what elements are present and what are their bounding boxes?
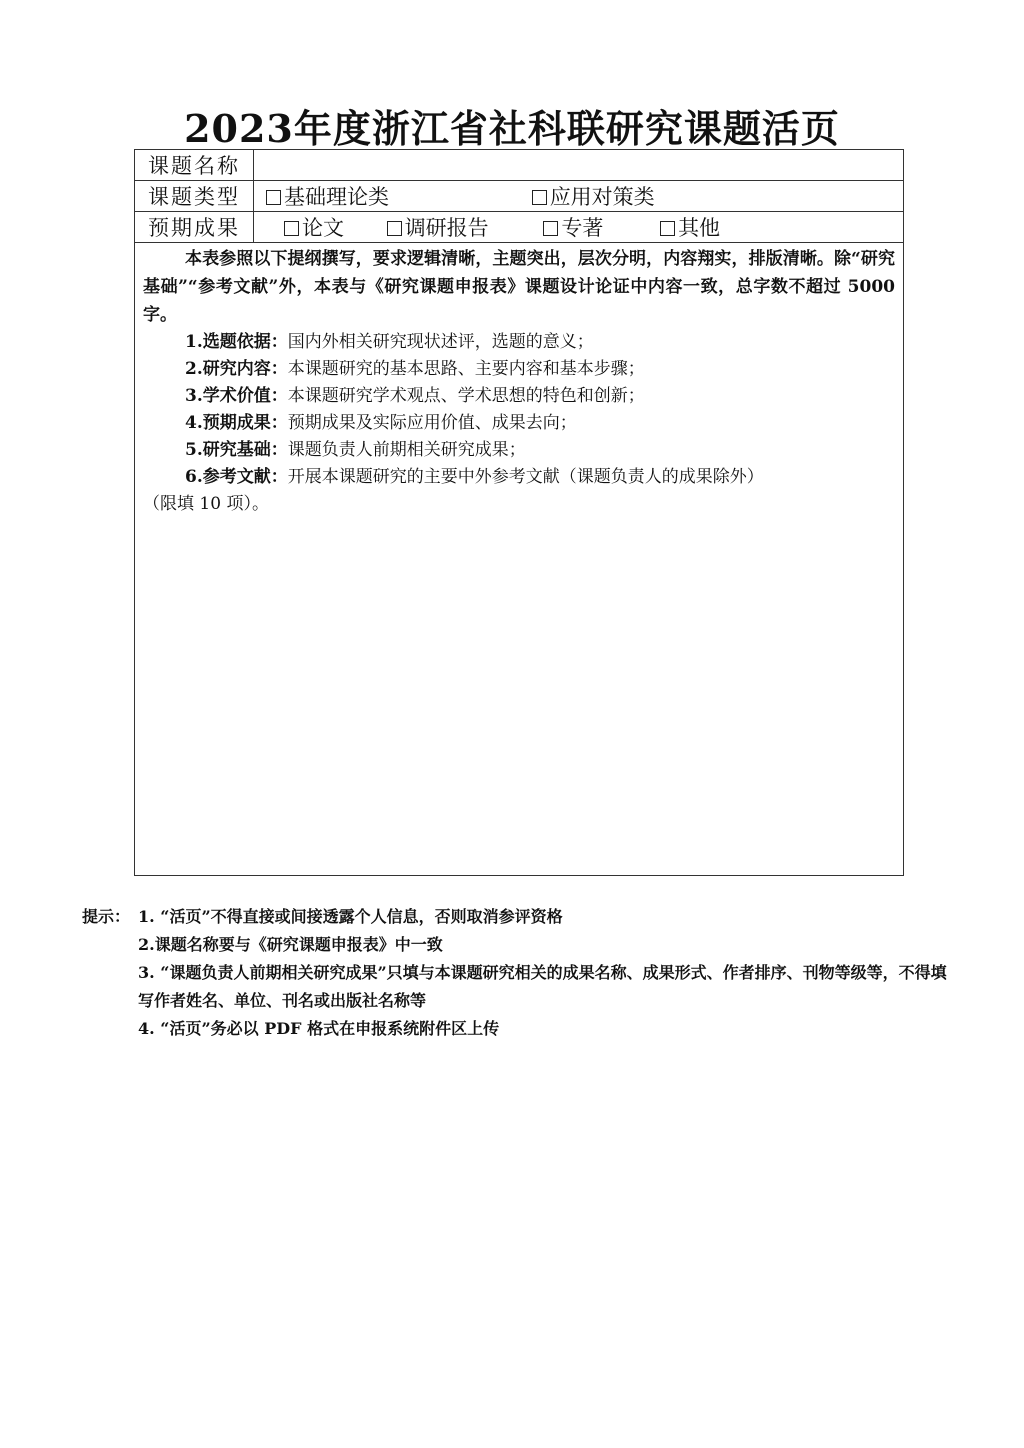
project-type-label: 课题类型: [135, 181, 254, 212]
checkbox-icon[interactable]: [284, 221, 299, 236]
expected-results-options: [254, 212, 904, 243]
result-monograph-option[interactable]: [543, 212, 603, 242]
guide-item-text: 课题负责人前期相关研究成果；: [287, 440, 526, 460]
hint-text: 1. “活页”不得直接或间接透露个人信息，否则取消参评资格: [138, 907, 563, 926]
guide-item-text: 国内外相关研究现状述评，选题的意义；: [287, 332, 594, 352]
hint-text: 3. “课题负责人前期相关研究成果”只填与本课题研究相关的成果名称、成果形式、作者排序、刊物等级等，不得填写作者姓名、单位、刊名或出版社名称等: [138, 963, 947, 1010]
form-row-guide: [135, 243, 904, 876]
result-report-option[interactable]: [387, 212, 489, 242]
guide-content-area[interactable]: [135, 243, 904, 876]
form-row-expected-results: [135, 212, 904, 243]
guide-item-text: 开展本课题研究的主要中外参考文献（课题负责人的成果除外）: [287, 467, 764, 487]
guide-item-heading: 3.学术价值：: [185, 386, 288, 406]
checkbox-icon[interactable]: [543, 221, 558, 236]
result-other-option[interactable]: [660, 212, 720, 242]
project-type-options: [254, 181, 904, 212]
hint-line: [82, 903, 962, 931]
guide-item-heading: 6.参考文献：: [185, 467, 288, 487]
guide-item: [143, 383, 895, 410]
checkbox-icon[interactable]: [532, 190, 547, 205]
project-name-label: 课题名称: [135, 150, 254, 181]
option-label: 应用对策类: [549, 185, 655, 209]
project-type-applied-option[interactable]: [532, 181, 655, 211]
guide-item-text: 本课题研究的基本思路、主要内容和基本步骤；: [287, 359, 645, 379]
checkbox-icon[interactable]: [660, 221, 675, 236]
checkbox-icon[interactable]: [387, 221, 402, 236]
form-row-project-type: [135, 181, 904, 212]
page-title: 2023年度浙江省社科联研究课题活页: [184, 106, 840, 151]
guide-item: [143, 356, 895, 383]
hint-text: 4. “活页”务必以 PDF 格式在申报系统附件区上传: [138, 1019, 500, 1038]
form-row-project-name: [135, 150, 904, 181]
guide-item: [143, 464, 895, 491]
option-label: 论文: [302, 216, 344, 240]
project-type-basic-option[interactable]: [266, 181, 389, 211]
option-label: 其他: [678, 216, 721, 240]
guide-item-heading: 1.选题依据：: [185, 332, 288, 352]
option-label: 调研报告: [404, 216, 489, 240]
guide-item: [143, 437, 895, 464]
hint-text: 2.课题名称要与《研究课题申报表》中一致: [138, 935, 443, 954]
hint-line: [82, 959, 962, 1015]
guide-item-text: 预期成果及实际应用价值、成果去向；: [287, 413, 577, 433]
guide-item-text: 本课题研究学术观点、学术思想的特色和创新；: [287, 386, 645, 406]
guide-item-heading: 4.预期成果：: [185, 413, 288, 433]
result-paper-option[interactable]: [284, 212, 344, 242]
guide-item-heading: 5.研究基础：: [185, 440, 288, 460]
guide-item-heading: 2.研究内容：: [185, 359, 288, 379]
hints-label: 提示：: [82, 907, 131, 926]
hint-line: [82, 1015, 962, 1043]
project-name-field[interactable]: [254, 150, 904, 181]
hints-section: [82, 903, 962, 1043]
application-form-table: [134, 149, 904, 876]
guide-item: [143, 329, 895, 356]
guide-tail: （限填 10 项）。: [143, 494, 269, 514]
expected-results-label: 预期成果: [135, 212, 254, 243]
option-label: 基础理论类: [284, 185, 389, 209]
guide-intro: 本表参照以下提纲撰写，要求逻辑清晰，主题突出，层次分明，内容翔实，排版清晰。除“研究基础”“参考文献”外，本表与《研究课题申报表》课题设计论证中内容一致，总字数不超过 5000 字。: [143, 249, 895, 325]
checkbox-icon[interactable]: [266, 190, 281, 205]
option-label: 专著: [561, 216, 604, 240]
hint-line: [82, 931, 962, 959]
guide-item: [143, 410, 895, 437]
